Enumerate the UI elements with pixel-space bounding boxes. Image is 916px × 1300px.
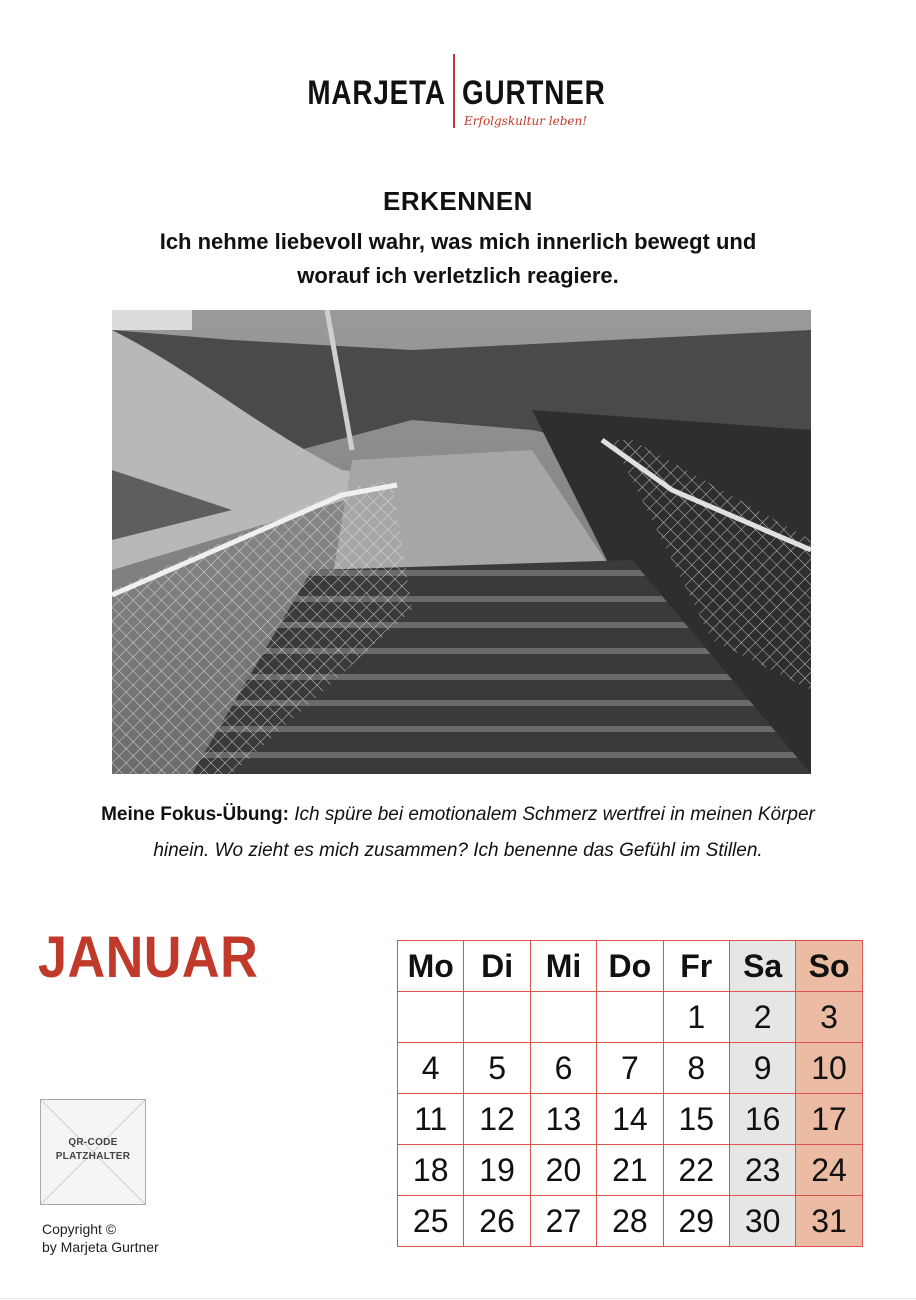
calendar-day-cell: 3 [796,992,862,1043]
copyright-line-2: by Marjeta Gurtner [42,1239,159,1255]
calendar-day-cell: 5 [464,1043,530,1094]
calendar-day-cell: 16 [729,1094,795,1145]
calendar-day-cell: 20 [530,1145,596,1196]
logo-first-name: MARJETA [307,74,446,112]
calendar-day-cell: 25 [398,1196,464,1247]
calendar-day-cell: 13 [530,1094,596,1145]
calendar-day-cell [530,992,596,1043]
calendar-day-cell: 27 [530,1196,596,1247]
qr-label-line-1: QR-CODE [68,1137,118,1148]
calendar-day-cell [597,992,663,1043]
calendar-day-cell: 23 [729,1145,795,1196]
weekday-fr: Fr [663,941,729,992]
calendar-week-row [398,1196,863,1247]
calendar-day-cell: 18 [398,1145,464,1196]
calendar-day-cell: 12 [464,1094,530,1145]
weekday-header-row [398,941,863,992]
weekday-mi: Mi [530,941,596,992]
brand-logo [0,52,916,142]
calendar-day-cell: 15 [663,1094,729,1145]
calendar-day-cell: 1 [663,992,729,1043]
calendar-day-cell: 31 [796,1196,862,1247]
focus-label: Meine Fokus-Übung: [101,804,289,825]
calendar-day-cell [398,992,464,1043]
calendar-day-cell: 19 [464,1145,530,1196]
calendar-day-cell: 6 [530,1043,596,1094]
logo-last-name: GURTNER [462,74,606,112]
calendar-day-cell: 24 [796,1145,862,1196]
calendar-day-cell: 11 [398,1094,464,1145]
calendar-day-cell: 10 [796,1043,862,1094]
calendar-week-row [398,1145,863,1196]
calendar-day-cell: 8 [663,1043,729,1094]
weekday-di: Di [464,941,530,992]
logo-separator [453,54,455,128]
month-calendar [397,940,863,1247]
qr-label [41,1136,145,1164]
page-subtitle [100,225,816,293]
weekday-do: Do [597,941,663,992]
focus-exercise [80,797,836,869]
weekday-so: So [796,941,862,992]
staircase-photo-illustration [112,310,811,774]
subtitle-line-1: Ich nehme liebevoll wahr, was mich innerlich bewegt und [159,229,757,254]
calendar-day-cell: 14 [597,1094,663,1145]
qr-code-placeholder [40,1099,146,1205]
calendar-week-row [398,1094,863,1145]
focus-text: Ich spüre bei emotionalem Schmerz wertfrei in meinen Körper hinein. Wo zieht es mich zusammen? Ich benenne das Gefühl im Stillen. [153,804,815,861]
copyright [42,1220,159,1256]
qr-label-line-2: PLATZHALTER [55,1151,131,1162]
calendar-day-cell: 2 [729,992,795,1043]
calendar-day-cell: 9 [729,1043,795,1094]
calendar-day-cell: 30 [729,1196,795,1247]
calendar-week-row [398,992,863,1043]
page-bottom-divider [0,1298,916,1299]
calendar-week-row [398,1043,863,1094]
calendar-day-cell [464,992,530,1043]
logo-tagline: Erfolgskultur leben! [464,114,588,128]
calendar-day-cell: 4 [398,1043,464,1094]
calendar-day-cell: 28 [597,1196,663,1247]
calendar-day-cell: 26 [464,1196,530,1247]
calendar-day-cell: 17 [796,1094,862,1145]
weekday-mo: Mo [398,941,464,992]
weekday-sa: Sa [729,941,795,992]
calendar-day-cell: 7 [597,1043,663,1094]
copyright-line-1: Copyright © [42,1221,117,1237]
month-title: JANUAR [38,925,259,990]
page-title: ERKENNEN [383,186,533,216]
calendar-day-cell: 21 [597,1145,663,1196]
calendar-day-cell: 29 [663,1196,729,1247]
staircase-photo [112,310,811,774]
calendar-day-cell: 22 [663,1145,729,1196]
subtitle-line-2: worauf ich verletzlich reagiere. [297,263,619,288]
